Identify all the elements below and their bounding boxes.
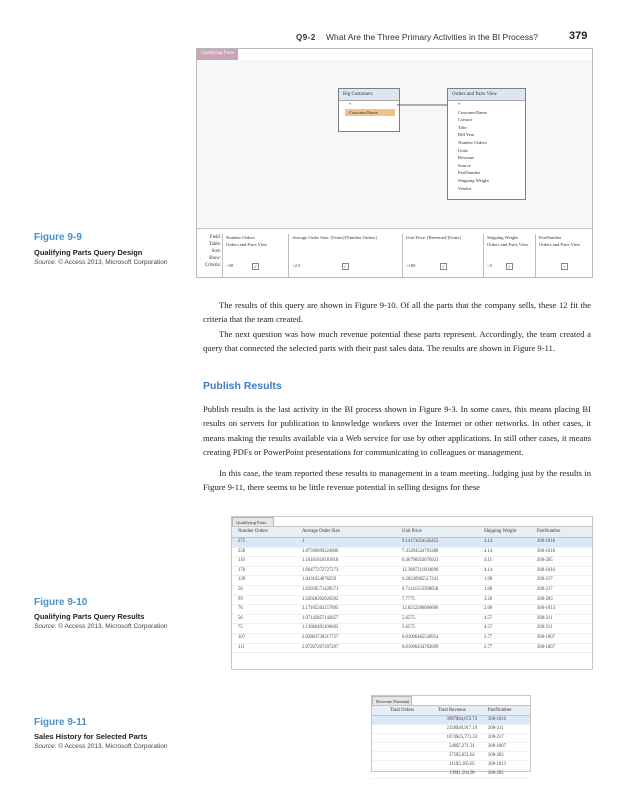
- table-cell: 139: [238, 577, 246, 583]
- paragraph-4: In this case, the team reported these results to management in a team meeting. Judging just by the results in Figure 9-11, there seems to be little revenue potential in selling designs for these: [203, 468, 591, 493]
- show-checkbox[interactable]: ✓: [253, 264, 258, 269]
- table-cell: 4.11: [484, 558, 493, 564]
- table-cell: 258: [238, 548, 246, 554]
- show-checkbox[interactable]: ✓: [562, 264, 567, 269]
- orders-view-field[interactable]: Contact: [458, 117, 473, 123]
- col-header[interactable]: Shipping Weight: [484, 529, 517, 534]
- table-cell: 200-211: [488, 726, 504, 731]
- col-header[interactable]: Total Revenue: [438, 708, 466, 713]
- table-cell: 139: [448, 771, 456, 776]
- table-cell: 200-205: [537, 558, 553, 564]
- results-header: [232, 526, 592, 538]
- table-cell: $1,204.90: [456, 771, 475, 776]
- table-row[interactable]: [232, 644, 592, 654]
- table-cell: 200-211: [537, 615, 553, 621]
- table-cell: 1.83928571428571: [302, 586, 339, 592]
- table-cell: 300-1016: [488, 717, 506, 722]
- table-cell: 300-1016: [537, 539, 555, 544]
- table-cell: 4.14: [484, 567, 493, 573]
- table-cell: 111: [449, 762, 456, 767]
- table-cell: 200-203: [488, 753, 504, 758]
- customer-name-field[interactable]: CustomerName: [345, 109, 395, 117]
- orders-view-field[interactable]: Number Orders: [458, 139, 487, 145]
- figure-9-9-source: Source: © Access 2013, Microsoft Corporation: [34, 259, 168, 266]
- grid-field-cell[interactable]: Average Order Size: [Units]/[Number Orders]: [292, 235, 377, 240]
- col-header[interactable]: PartNumber: [537, 529, 561, 534]
- table-cell: 275: [238, 539, 246, 544]
- orders-view-field[interactable]: Title: [458, 124, 467, 130]
- table-cell: $40,917.19: [456, 726, 478, 731]
- table-row[interactable]: [232, 615, 592, 625]
- table-cell: 1.0431654676259: [302, 577, 336, 583]
- grid-label: Table:: [209, 242, 221, 247]
- table-cell: 1.98: [484, 586, 493, 592]
- table-cell: $3,105.65: [456, 762, 475, 767]
- table-row[interactable]: [232, 557, 592, 567]
- show-checkbox[interactable]: ✓: [507, 264, 512, 269]
- results-header: [372, 705, 530, 716]
- table-cell: 1074: [446, 735, 456, 740]
- table-row[interactable]: [232, 634, 592, 644]
- table-cell: 300-1007: [488, 744, 506, 749]
- grid-criteria-cell[interactable]: >50: [226, 263, 234, 268]
- table-cell: $7,271.31: [456, 744, 475, 749]
- table-cell: 1.02020202020202: [302, 596, 339, 602]
- table-cell: 300-1007: [537, 634, 555, 640]
- running-title: What Are the Three Primary Activities in the BI Process?: [326, 32, 538, 42]
- orders-view-field[interactable]: Bill Year: [458, 132, 475, 138]
- table-cell: 200-217: [488, 735, 504, 740]
- table-cell: 1.13666491106683: [302, 625, 339, 631]
- table-cell: $25,771.33: [456, 735, 478, 740]
- orders-view-field[interactable]: Vendor: [458, 185, 472, 191]
- table-cell: 6.28240965517241: [402, 577, 439, 583]
- table-cell: 99: [238, 596, 243, 602]
- paragraph-3: Publish results is the last activity in the BI process shown in Figure 9-3. In some cases, this means placing BI results on servers for publication to knowledge workers over the Internet or other networks. In other cases, it means making the results available via a Web service for use by other applications. In still other cases, it means creating PDFs or PowerPoint presentations for communicating to colleagues or management.: [203, 404, 591, 457]
- table-row[interactable]: [372, 734, 530, 743]
- show-checkbox[interactable]: ✓: [343, 264, 348, 269]
- table-row[interactable]: [232, 586, 592, 596]
- table-row[interactable]: [372, 743, 530, 752]
- grid-label: Sort:: [211, 249, 221, 254]
- grid-field-cell[interactable]: Number Orders: [226, 235, 255, 240]
- table-row[interactable]: [372, 725, 530, 734]
- grid-table-cell[interactable]: Orders and Parts View: [487, 242, 529, 247]
- table-cell: 1.66477272727273: [302, 567, 339, 573]
- orders-view-field[interactable]: CustomerName: [458, 109, 487, 115]
- col-header[interactable]: Unit Price: [402, 529, 422, 534]
- table-cell: 3987: [446, 717, 456, 722]
- grid-criteria-cell[interactable]: <5: [487, 263, 492, 268]
- grid-column: [402, 234, 482, 277]
- figure-9-10-label: Figure 9-10: [34, 597, 88, 608]
- orders-view-field[interactable]: Shipping Weight: [458, 177, 489, 183]
- table-row[interactable]: [232, 576, 592, 586]
- grid-table-cell[interactable]: Orders and Parts View: [539, 242, 581, 247]
- orders-parts-view-table[interactable]: [447, 88, 526, 200]
- page-number: 379: [569, 30, 588, 42]
- query-tab[interactable]: Revenue Potential: [372, 696, 412, 705]
- table-cell: 110: [238, 558, 245, 564]
- table-cell: 3.20: [484, 596, 493, 602]
- star-field[interactable]: *: [349, 102, 352, 107]
- star-field[interactable]: *: [458, 102, 461, 107]
- table-cell: 1.87596899224806: [302, 548, 339, 554]
- table-cell: 2.17105263157895: [302, 606, 339, 612]
- big-customers-table[interactable]: [338, 88, 400, 132]
- query-tab[interactable]: Qualifying Parts: [232, 517, 274, 526]
- table-cell: 7.41284524793388: [402, 548, 439, 554]
- table-row[interactable]: [232, 548, 592, 558]
- paragraph-1: The results of this query are shown in Figure 9-10. Of all the parts that the company sells, these 12 fit the criteria that the team created.: [203, 300, 591, 325]
- table-cell: 56: [238, 615, 243, 621]
- figure-9-11-label: Figure 9-11: [34, 717, 87, 728]
- table-cell: 300-1007: [537, 644, 555, 650]
- table-cell: 4.14: [484, 548, 493, 554]
- table-cell: 56: [238, 586, 243, 592]
- table-cell: 1: [302, 539, 305, 544]
- grid-column: [222, 234, 287, 277]
- revenue-potential-window: [371, 695, 531, 776]
- table-cell: 200-205: [488, 771, 504, 776]
- table-cell: 7.7775: [402, 596, 415, 602]
- table-cell: 111: [238, 644, 245, 650]
- design-grid: [197, 234, 592, 277]
- table-row[interactable]: [372, 770, 530, 779]
- table-cell: 300-1016: [537, 548, 555, 554]
- table-row[interactable]: [372, 761, 530, 770]
- section-heading: Publish Results: [203, 380, 282, 392]
- paragraph-2: The next question was how much revenue potential these parts represent. Accordingly, the team created a query that connected the selected parts with their past sales data. The results are shown in Figure 9-11.: [203, 329, 591, 354]
- orders-view-field[interactable]: Units: [458, 147, 468, 153]
- table-cell: 5.6575: [402, 615, 415, 621]
- table-cell: 12.3887211604096: [402, 567, 439, 573]
- table-cell: 75: [238, 625, 243, 631]
- table-cell: 4.57: [484, 625, 493, 631]
- orders-view-field[interactable]: PartNumber: [458, 170, 481, 176]
- table-cell: 4.14: [484, 539, 493, 544]
- query-tab[interactable]: Qualifying Parts: [197, 49, 238, 60]
- show-checkbox[interactable]: ✓: [441, 264, 446, 269]
- table-cell: 2158: [446, 726, 456, 731]
- table-cell: 200-217: [537, 577, 553, 583]
- table-cell: 2.02803738317757: [302, 634, 339, 640]
- table-cell: 2.07207207207207: [302, 644, 339, 650]
- grid-column: [535, 234, 591, 277]
- figure-9-11-title: Sales History for Selected Parts: [34, 732, 148, 741]
- table-cell: 200-217: [537, 586, 553, 592]
- table-cell: $84,672.73: [456, 717, 478, 722]
- grid-field-cell[interactable]: Shipping Weight: [487, 235, 518, 240]
- big-customers-title: Big Customers: [339, 89, 399, 101]
- query-design-window: [196, 48, 593, 278]
- col-header[interactable]: PartNumber: [488, 708, 512, 713]
- grid-label: Field:: [209, 235, 221, 240]
- orders-view-title: Orders and Parts View: [448, 89, 525, 101]
- table-cell: 1.18181818181818: [302, 558, 339, 564]
- table-cell: 4.57: [484, 615, 493, 621]
- grid-table-cell[interactable]: Orders and Parts View: [226, 242, 268, 247]
- orders-view-field[interactable]: Source: [458, 162, 471, 168]
- figure-9-11-source: Source: © Access 2013, Microsoft Corporation: [34, 743, 168, 750]
- grid-column: [288, 234, 401, 277]
- grid-criteria-cell[interactable]: <100: [406, 263, 416, 268]
- figure-9-9-title: Qualifying Parts Query Design: [34, 248, 143, 257]
- table-row[interactable]: [372, 752, 530, 761]
- table-row[interactable]: [232, 596, 592, 606]
- figure-9-10-title: Qualifying Parts Query Results: [34, 612, 145, 621]
- table-cell: 300-1013: [488, 762, 506, 767]
- table-row[interactable]: [232, 605, 592, 615]
- grid-criteria-cell[interactable]: <2.5: [292, 263, 301, 268]
- table-cell: 375: [448, 753, 456, 758]
- table-cell: 1.98: [484, 577, 493, 583]
- figure-9-9-label: Figure 9-9: [34, 232, 82, 243]
- table-row[interactable]: [232, 624, 592, 634]
- orders-view-field[interactable]: Revenue: [458, 155, 475, 161]
- table-cell: 2.66: [484, 606, 493, 612]
- query-results-window: [231, 516, 593, 670]
- table-cell: 5.6575: [402, 625, 415, 631]
- table-cell: 12.0252206060606: [402, 606, 439, 612]
- grid-field-cell[interactable]: PartNumber: [539, 235, 562, 240]
- table-cell: 6.46796923076923: [402, 558, 439, 564]
- table-row[interactable]: [372, 716, 530, 725]
- table-cell: 6.01096465528954: [402, 634, 439, 640]
- section-code: Q9-2: [296, 33, 316, 42]
- grid-column: [483, 234, 534, 277]
- table-cell: 200-211: [537, 625, 553, 631]
- table-cell: 6.01096434782609: [402, 644, 439, 650]
- table-cell: 2.77: [484, 634, 493, 640]
- join-line: [397, 100, 447, 110]
- grid-label: Criteria:: [205, 263, 221, 268]
- table-row[interactable]: [232, 538, 592, 548]
- col-header[interactable]: Total Orders: [390, 708, 415, 713]
- table-cell: 300-1016: [537, 567, 555, 573]
- table-cell: 9.14173654545455: [402, 539, 439, 544]
- table-cell: 200-203: [537, 596, 553, 602]
- table-cell: 6.71141553398058: [402, 586, 439, 592]
- grid-field-cell[interactable]: Unit Price: [Revenue]/[Units]: [406, 235, 461, 240]
- table-cell: 548: [448, 744, 456, 749]
- figure-9-10-source: Source: © Access 2013, Microsoft Corporation: [34, 623, 168, 630]
- table-pane: [197, 60, 592, 229]
- table-cell: $5,051.62: [456, 753, 475, 758]
- table-cell: 2.77: [484, 644, 493, 650]
- table-cell: 300-1013: [537, 606, 555, 612]
- grid-label: Show:: [208, 256, 221, 261]
- col-header[interactable]: Average Order Size: [302, 529, 340, 534]
- col-header[interactable]: Number Orders: [238, 529, 268, 534]
- table-cell: 176: [238, 567, 246, 573]
- table-cell: 107: [238, 634, 246, 640]
- table-cell: 1.07142857142857: [302, 615, 339, 621]
- table-row[interactable]: [232, 567, 592, 577]
- table-cell: 76: [238, 606, 243, 612]
